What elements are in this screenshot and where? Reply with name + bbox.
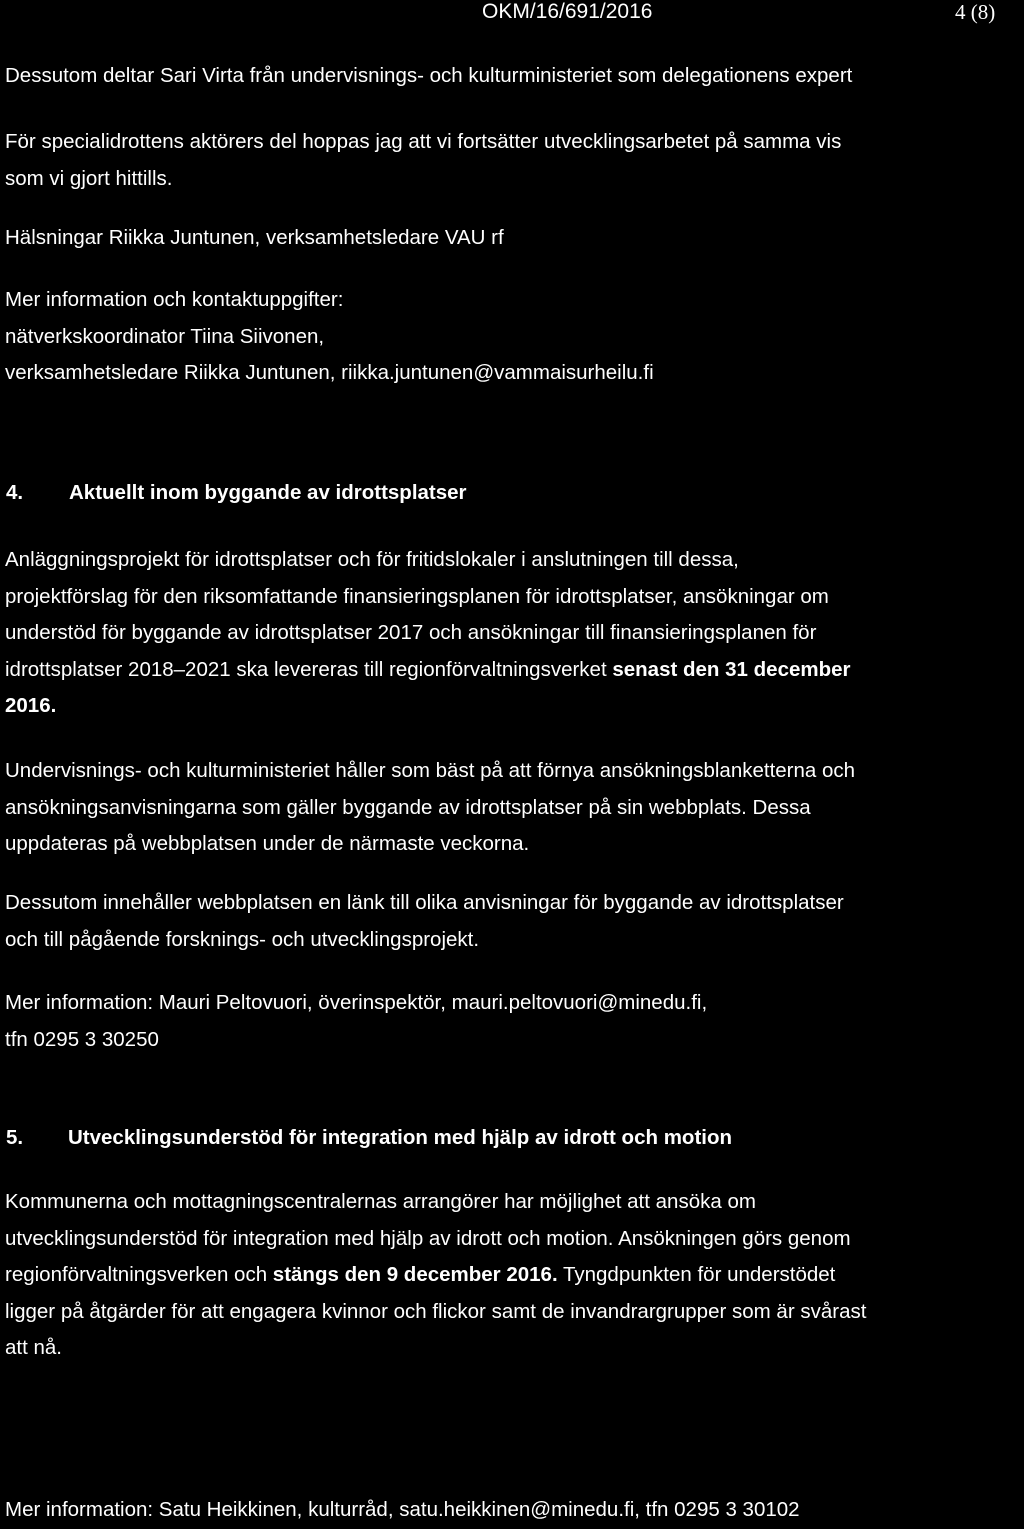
section-4-heading: Aktuellt inom byggande av idrottsplatser xyxy=(69,481,467,504)
closing-lead-text: regionförvaltningsverken och xyxy=(5,1263,273,1286)
paragraph-line: som vi gjort hittills. xyxy=(5,166,173,190)
contact-email-line: verksamhetsledare Riikka Juntunen, riikka.juntunen@vammaisurheilu.fi xyxy=(5,361,654,384)
paragraph-development xyxy=(5,124,841,197)
deadline-emphasis: senast den 31 december xyxy=(612,657,851,681)
deadline-lead-text: idrottsplatser 2018–2021 ska levereras till regionförvaltningsverket xyxy=(5,657,613,681)
section-4-paragraph-3 xyxy=(5,885,844,958)
paragraph-line: utvecklingsunderstöd för integration med hjälp av idrott och motion. Ansökningen görs genom xyxy=(5,1226,851,1250)
paragraph-line: understöd för byggande av idrottsplatser 2017 och ansökningar till finansieringsplanen för xyxy=(5,621,817,644)
section-4-number: 4. xyxy=(6,481,24,504)
paragraph-line xyxy=(5,652,851,689)
paragraph-line: ligger på åtgärder för att engagera kvinnor och flickor samt de invandrargrupper som är svårast xyxy=(5,1299,867,1323)
closing-trail-text: Tyngdpunkten för understödet xyxy=(557,1263,836,1286)
section-5-contact: Mer information: Satu Heikkinen, kulturråd, satu.heikkinen@minedu.fi, tfn 0295 3 30102 xyxy=(5,1498,800,1521)
paragraph-expert: Dessutom deltar Sari Virta från undervisnings- och kulturministeriet som delegationens expert xyxy=(5,64,853,87)
section-5-number: 5. xyxy=(6,1126,24,1149)
paragraph-line: Anläggningsprojekt för idrottsplatser och för fritidslokaler i anslutningen till dessa, xyxy=(5,548,739,571)
section-4-paragraph-1 xyxy=(5,542,851,725)
paragraph-contact xyxy=(5,282,654,392)
contact-phone-line: tfn 0295 3 30250 xyxy=(5,1027,159,1051)
section-5-paragraph-1 xyxy=(5,1184,866,1367)
deadline-emphasis-year: 2016. xyxy=(5,694,57,717)
section-5-heading: Utvecklingsunderstöd för integration med hjälp av idrott och motion xyxy=(68,1126,733,1149)
paragraph-line: Kommunerna och mottagningscentralernas arrangörer har möjlighet att ansöka om xyxy=(5,1190,756,1213)
page-number: 4 (8) xyxy=(955,0,996,24)
closing-date-emphasis: stängs den 9 december 2016. xyxy=(272,1263,558,1286)
paragraph-line: ansökningsanvisningarna som gäller byggande av idrottsplatser på sin webbplats. Dessa xyxy=(5,795,811,819)
paragraph-line: För specialidrottens aktörers del hoppas jag att vi fortsätter utvecklingsarbetet på samma vis xyxy=(5,130,842,153)
paragraph-line xyxy=(5,1257,866,1294)
paragraph-line: att nå. xyxy=(5,1336,62,1359)
section-4-contact xyxy=(5,985,707,1058)
contact-email-line: Mer information: Mauri Peltovuori, överinspektör, mauri.peltovuori@minedu.fi, xyxy=(5,991,708,1014)
paragraph-line: uppdateras på webbplatsen under de närmaste veckorna. xyxy=(5,832,530,855)
section-4-paragraph-2 xyxy=(5,753,855,863)
paragraph-line: nätverkskoordinator Tiina Siivonen, xyxy=(5,324,325,348)
document-reference: OKM/16/691/2016 xyxy=(482,0,653,23)
paragraph-line: Dessutom innehåller webbplatsen en länk till olika anvisningar för byggande av idrottsplatser xyxy=(5,891,844,914)
paragraph-line: Undervisnings- och kulturministeriet håller som bäst på att förnya ansökningsblanketterna och xyxy=(5,759,856,782)
paragraph-greetings: Hälsningar Riikka Juntunen, verksamhetsledare VAU rf xyxy=(5,226,504,249)
paragraph-line: och till pågående forsknings- och utvecklingsprojekt. xyxy=(5,927,480,951)
paragraph-line: projektförslag för den riksomfattande finansieringsplanen för idrottsplatser, ansökningar om xyxy=(5,584,829,608)
paragraph-line xyxy=(5,688,851,725)
paragraph-line: Mer information och kontaktuppgifter: xyxy=(5,288,344,311)
